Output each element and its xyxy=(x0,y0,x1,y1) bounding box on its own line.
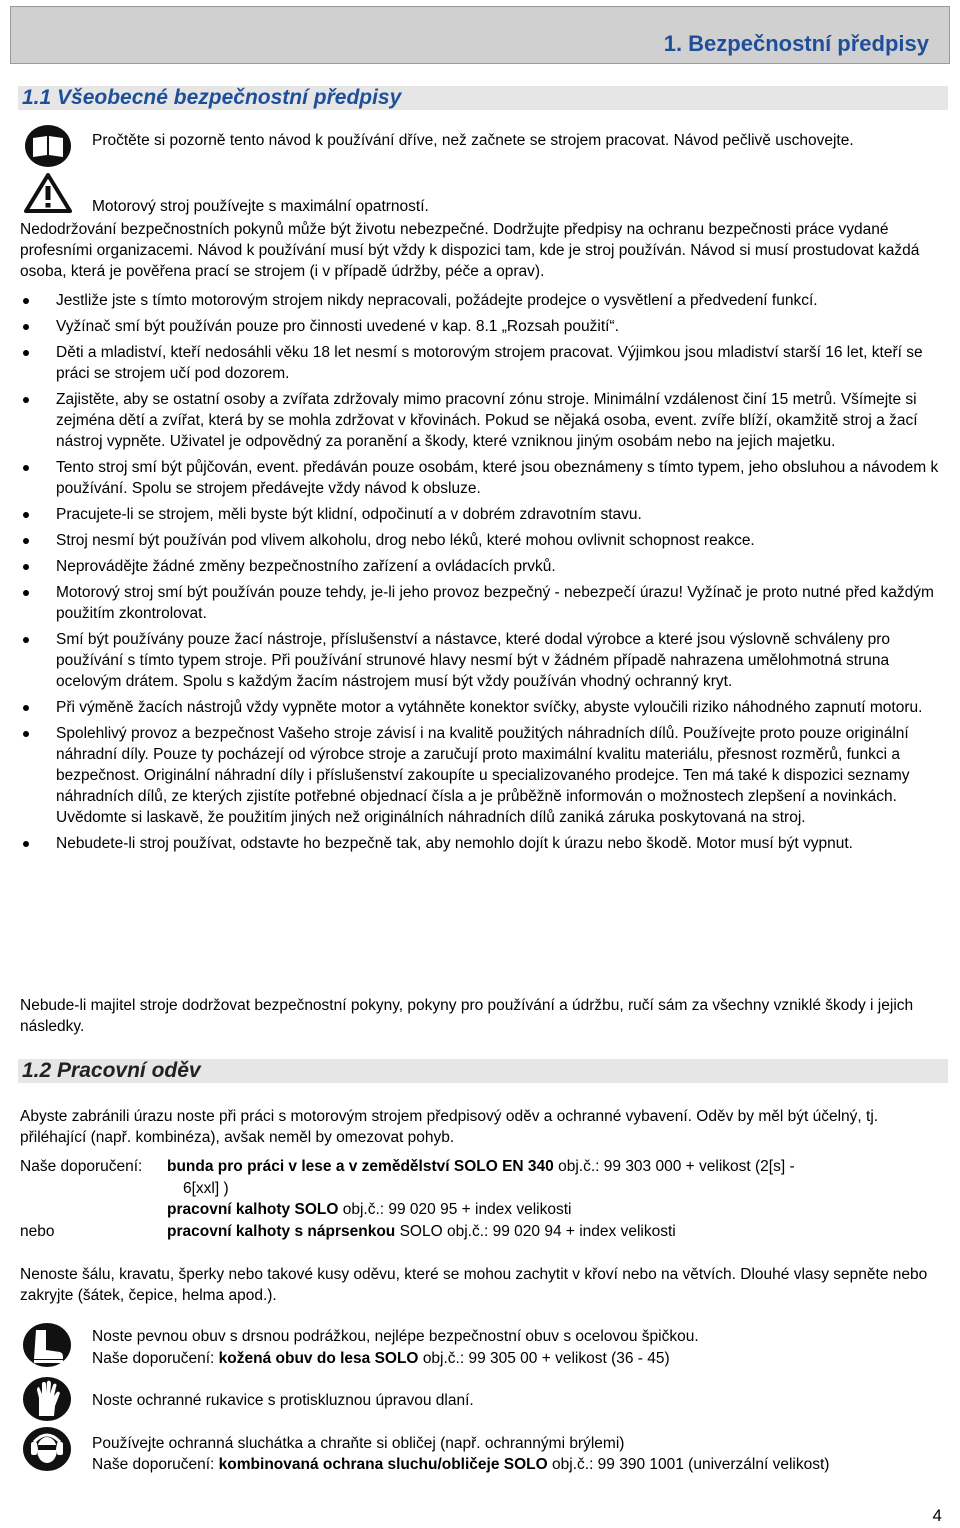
page-number: 4 xyxy=(932,1506,942,1525)
gloves-text: Noste ochranné rukavice s protiskluznou úpravou dlaní. xyxy=(92,1392,474,1409)
trousers-name: pracovní kalhoty SOLO xyxy=(167,1201,339,1218)
list-item: Děti a mladiství, kteří nedosáhli věku 18 let nesmí s motorovým strojem pracovat. Výjimkou jsou mladiství starší 16 let, kteří se práci se strojem učí pod dozorem. xyxy=(20,342,950,384)
chapter-title: 1. Bezpečnostní předpisy xyxy=(663,31,929,56)
ear-protection-order-number: obj.č.: 99 390 1001 (univerzální velikost) xyxy=(552,1456,830,1473)
trousers-order-number: obj.č.: 99 020 95 + index velikosti xyxy=(342,1201,572,1218)
ear-protection-name: kombinovaná ochrana sluchu/obličeje SOLO xyxy=(218,1456,548,1473)
or-label: nebo xyxy=(20,1223,55,1240)
recommendation-jacket xyxy=(167,1156,947,1177)
clothing-intro: Abyste zabránili úrazu noste při práci s motorovým strojem předpisový oděv a ochranné vybavení. Oděv by měl být účelný, tj. přiléhající (např. kombinéza), avšak neměl by omezovat pohyb. xyxy=(20,1108,879,1146)
boots-recommendation xyxy=(92,1348,942,1369)
recommendation-label: Naše doporučení: xyxy=(20,1158,143,1175)
recommendation-trousers xyxy=(167,1199,572,1220)
loose-clothing-paragraph: Nenoste šálu, kravatu, šperky nebo takové kusy oděvu, které se mohou zachytit v křoví nebo na větvích. Dlouhé vlasy sepněte nebo zakryjte (šátek, čepice, helma apod.). xyxy=(20,1266,928,1304)
hearing-protection-text: Používejte ochranná sluchátka a chraňte si obličej (např. ochrannými brýlemi) xyxy=(92,1435,625,1452)
list-item: Zajistěte, aby se ostatní osoby a zvířata zdržovaly mimo pracovní zónu stroje. Minimální vzdálenost činí 15 metrů. Všímejte si zejména dětí a zvířat, která by se mohla zdržovat v křovinách. Pokud se nějaká osoba, event. zvíře blíží, okamžitě stroj a žací nástroj vypněte. Uživatel je odpovědný za poranění a škody, které vzniknou jiným osobám nebo na jejich majetku. xyxy=(20,389,950,452)
section-1-1-bar xyxy=(18,86,948,110)
boots-rec-label: Naše doporučení: xyxy=(92,1350,215,1367)
bib-trousers-order-number: SOLO obj.č.: 99 020 94 + index velikosti xyxy=(399,1223,676,1240)
list-item: Pracujete-li se strojem, měli byste být klidní, odpočinutí a v dobrém zdravotním stavu. xyxy=(20,504,950,525)
warning-triangle-icon xyxy=(24,173,72,213)
protective-gloves-icon xyxy=(22,1376,72,1422)
chapter-header-bar xyxy=(10,6,950,64)
list-item: Jestliže jste s tímto motorovým strojem nikdy nepracovali, požádejte prodejce o vysvětlení a předvedení funkcí. xyxy=(20,290,950,311)
warning-text: Motorový stroj používejte s maximální opatrností. xyxy=(92,198,429,215)
read-manual-icon xyxy=(24,124,72,168)
list-item: Neprovádějte žádné změny bezpečnostního zařízení a ovládacích prvků. xyxy=(20,556,950,577)
list-item: Při výměně žacích nástrojů vždy vypněte motor a vytáhněte konektor svíčky, abyste vyloučili riziko náhodného zapnutí motoru. xyxy=(20,697,950,718)
boots-order-number: obj.č.: 99 305 00 + velikost (36 - 45) xyxy=(422,1350,670,1367)
section-1-2-bar xyxy=(18,1059,948,1083)
list-item: Spolehlivý provoz a bezpečnost Vašeho stroje závisí i na kvalitě použitých náhradních dílů. Používejte proto pouze originální náhradní díly. Pouze ty pocházejí od výrobce stroje a zaručují proto maximální kvalitu materiálu, přesnost rozměrů, funkci a bezpečnost. Originální náhradní díly i příslušenství zakoupíte u specializovaného prodejce. Ten má také k dispozici seznamy náhradních dílů, ze kterých zjistíte potřebné objednací čísla a je průběžně informován o možnostech zlepšení a novinkách. Uvědomte si laskavě, že použitím jiných než originálních náhradních dílů zaniká záruka poskytovaná na stroj. xyxy=(20,723,950,828)
list-item: Smí být používány pouze žací nástroje, příslušenství a nástavce, které dodal výrobce a které jsou výslovně schváleny pro používání s tímto typem stroje. Při používání strunové hlavy nesmí být v žádném případě nahrazena umělohmotná struna ocelovým drátem. Spolu s každým žacím nástrojem musí být vždy používán vhodný ochranný kryt. xyxy=(20,629,950,692)
jacket-size-continuation: 6[xxl] ) xyxy=(183,1180,229,1197)
list-item: Nebudete-li stroj používat, odstavte ho bezpečně tak, aby nemohlo dojít k úrazu nebo škodě. Motor musí být vypnut. xyxy=(20,833,950,854)
safety-rules-list xyxy=(20,290,950,859)
recommendation-bib-trousers xyxy=(167,1221,676,1242)
hearing-protection-recommendation xyxy=(92,1454,942,1475)
safety-paragraph: Nedodržování bezpečnostních pokynů může být životu nebezpečné. Dodržujte předpisy na ochranu bezpečnosti práce vydané profesními organizacemi. Návod k používání musí být vždy k dispozici tam, kde je stroj používán. Návod si musí prostudovat každá osoba, která je pověřena prací se strojem (i v případě údržby, péče a oprav). xyxy=(20,221,920,280)
safety-boots-icon xyxy=(22,1322,72,1368)
bib-trousers-name: pracovní kalhoty s náprsenkou xyxy=(167,1223,396,1240)
read-manual-text: Pročtěte si pozorně tento návod k používání dříve, než začnete se strojem pracovat. Návod pečlivě uschovejte. xyxy=(92,132,854,149)
section-1-2-title: 1.2 Pracovní oděv xyxy=(22,1059,201,1082)
boots-name: kožená obuv do lesa SOLO xyxy=(218,1350,419,1367)
list-item: Vyžínač smí být používán pouze pro činnosti uvedené v kap. 8.1 „Rozsah použití“. xyxy=(20,316,950,337)
ear-rec-label: Naše doporučení: xyxy=(92,1456,215,1473)
hearing-protection-icon xyxy=(22,1426,72,1472)
liability-paragraph: Nebude-li majitel stroje dodržovat bezpečnostní pokyny, pokyny pro používání a údržbu, ručí sám za všechny vzniklé škody i jejich následky. xyxy=(20,997,914,1035)
list-item: Motorový stroj smí být používán pouze tehdy, je-li jeho provoz bezpečný - nebezpečí úrazu! Vyžínač je proto nutné před každým použitím zkontrolovat. xyxy=(20,582,950,624)
list-item: Stroj nesmí být používán pod vlivem alkoholu, drog nebo léků, které mohou ovlivnit schopnost reakce. xyxy=(20,530,950,551)
jacket-name: bunda pro práci v lese a v zemědělství SOLO EN 340 xyxy=(167,1158,554,1175)
list-item: Tento stroj smí být půjčován, event. předáván pouze osobám, které jsou obeznámeny s tímto typem, jeho obsluhou a návodem k používání. Spolu se strojem předávejte vždy návod k obsluze. xyxy=(20,457,950,499)
section-1-1-title: 1.1 Všeobecné bezpečnostní předpisy xyxy=(22,86,402,109)
jacket-order-number: obj.č.: 99 303 000 + velikost (2[s] - xyxy=(558,1158,795,1175)
boots-text: Noste pevnou obuv s drsnou podrážkou, nejlépe bezpečnostní obuv s ocelovou špičkou. xyxy=(92,1328,699,1345)
